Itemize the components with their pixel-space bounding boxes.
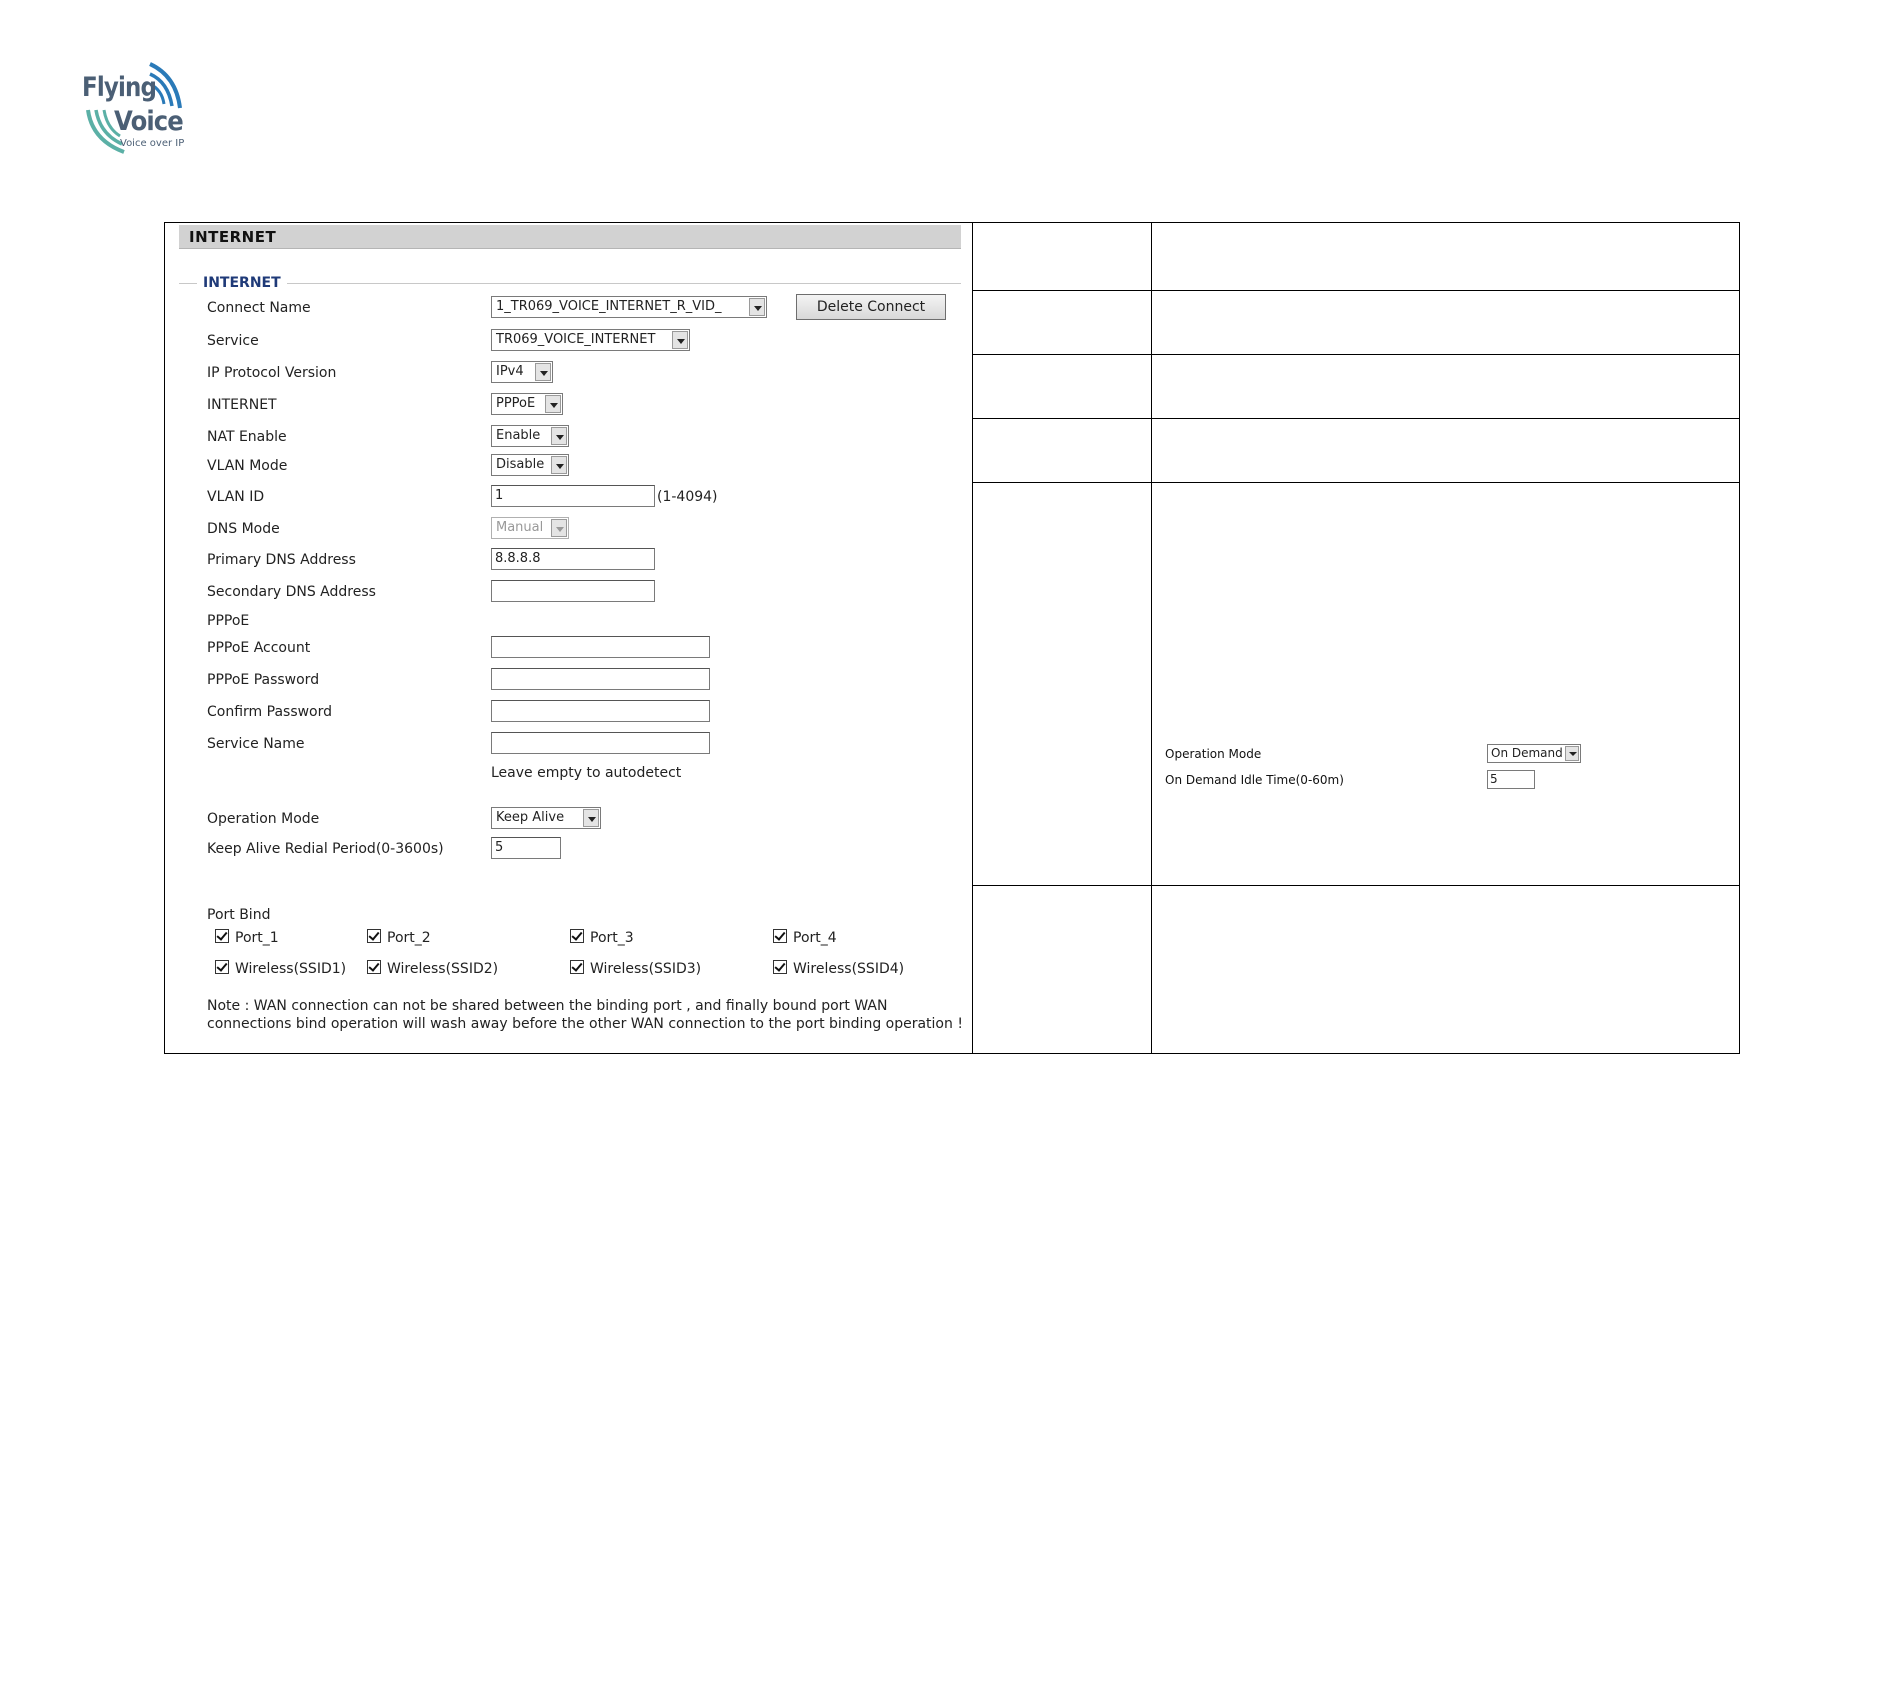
flying-voice-logo	[80, 58, 192, 158]
chevron-down-icon	[551, 456, 567, 474]
service-label: Service	[207, 333, 259, 349]
wireless-ssid2-label: Wireless(SSID2)	[387, 961, 499, 977]
confirm-password-label: Confirm Password	[207, 704, 333, 720]
primary-dns-label: Primary DNS Address	[207, 552, 356, 568]
wireless-ssid3-label: Wireless(SSID3)	[590, 961, 702, 977]
wireless-ssid4-checkbox[interactable]	[773, 960, 787, 974]
ip-protocol-select[interactable]: IPv4	[491, 361, 553, 383]
internet-settings-panel	[179, 225, 961, 1045]
connect-name-label: Connect Name	[207, 300, 311, 316]
nat-enable-label: NAT Enable	[207, 429, 287, 445]
logo-tagline: Voice over IP	[120, 138, 185, 149]
vlan-mode-label: VLAN Mode	[207, 458, 288, 474]
wireless-ssid1-checkbox[interactable]	[215, 960, 229, 974]
table-divider	[972, 418, 1739, 419]
vlan-id-label: VLAN ID	[207, 489, 265, 505]
pppoe-account-label: PPPoE Account	[207, 640, 311, 656]
chevron-down-icon	[551, 519, 567, 537]
chevron-down-icon	[672, 331, 688, 349]
ip-protocol-label: IP Protocol Version	[207, 365, 337, 381]
secondary-dns-input[interactable]	[491, 580, 655, 602]
internet-type-select[interactable]: PPPoE	[491, 393, 563, 415]
table-divider	[972, 223, 973, 1053]
logo-word-voice: Voice	[114, 106, 183, 137]
table-divider	[972, 885, 1739, 886]
nat-enable-select[interactable]: Enable	[491, 425, 569, 447]
on-demand-operation-mode-label: Operation Mode	[1165, 747, 1262, 761]
section-title: INTERNET	[197, 275, 287, 291]
chevron-down-icon	[535, 363, 551, 381]
port-1-label: Port_1	[235, 930, 279, 946]
keep-alive-input[interactable]: 5	[491, 837, 561, 859]
port-bind-label: Port Bind	[207, 907, 271, 923]
wireless-ssid3-checkbox[interactable]	[570, 960, 584, 974]
table-divider	[972, 354, 1739, 355]
port-3-checkbox[interactable]	[570, 929, 584, 943]
connect-name-select[interactable]: 1_TR069_VOICE_INTERNET_R_VID_	[491, 296, 767, 318]
pppoe-heading: PPPoE	[207, 613, 250, 629]
port-1-checkbox[interactable]	[215, 929, 229, 943]
dns-mode-label: DNS Mode	[207, 521, 280, 537]
pppoe-password-label: PPPoE Password	[207, 672, 320, 688]
delete-connect-button[interactable]: Delete Connect	[796, 294, 946, 320]
document-table	[164, 222, 1740, 1054]
pppoe-account-input[interactable]	[491, 636, 710, 658]
port-binding-note: Note : WAN connection can not be shared between the binding port , and finally bound port WAN connections bind operation will wash away before the other WAN connection to the port binding operation !	[207, 998, 963, 1032]
port-4-label: Port_4	[793, 930, 837, 946]
operation-mode-label: Operation Mode	[207, 811, 320, 827]
chevron-down-icon	[1565, 746, 1579, 761]
on-demand-idle-time-label: On Demand Idle Time(0-60m)	[1165, 773, 1344, 787]
service-select[interactable]: TR069_VOICE_INTERNET	[491, 329, 690, 351]
pppoe-password-input[interactable]	[491, 668, 710, 690]
wireless-ssid4-label: Wireless(SSID4)	[793, 961, 905, 977]
port-2-label: Port_2	[387, 930, 431, 946]
dns-mode-select[interactable]: Manual	[491, 517, 569, 539]
service-name-label: Service Name	[207, 736, 305, 752]
chevron-down-icon	[583, 809, 599, 827]
port-3-label: Port_3	[590, 930, 634, 946]
vlan-mode-select[interactable]: Disable	[491, 454, 569, 476]
vlan-id-range-hint: (1-4094)	[657, 489, 718, 505]
chevron-down-icon	[551, 427, 567, 445]
table-divider	[972, 290, 1739, 291]
table-divider	[972, 482, 1739, 483]
service-name-hint: Leave empty to autodetect	[491, 765, 682, 781]
on-demand-idle-time-input[interactable]: 5	[1487, 770, 1535, 789]
wireless-ssid2-checkbox[interactable]	[367, 960, 381, 974]
chevron-down-icon	[545, 395, 561, 413]
confirm-password-input[interactable]	[491, 700, 710, 722]
secondary-dns-label: Secondary DNS Address	[207, 584, 376, 600]
keep-alive-label: Keep Alive Redial Period(0-3600s)	[207, 841, 444, 857]
vlan-id-input[interactable]: 1	[491, 485, 655, 507]
on-demand-operation-mode-select[interactable]: On Demand	[1487, 744, 1581, 763]
section-internet	[179, 275, 961, 291]
primary-dns-input[interactable]: 8.8.8.8	[491, 548, 655, 570]
wireless-ssid1-label: Wireless(SSID1)	[235, 961, 347, 977]
chevron-down-icon	[749, 298, 765, 316]
operation-mode-select[interactable]: Keep Alive	[491, 807, 601, 829]
logo-word-flying: Flying	[82, 72, 157, 103]
service-name-input[interactable]	[491, 732, 710, 754]
panel-header: INTERNET	[179, 225, 961, 249]
internet-label: INTERNET	[207, 397, 277, 413]
port-2-checkbox[interactable]	[367, 929, 381, 943]
table-divider	[1151, 223, 1152, 1053]
port-4-checkbox[interactable]	[773, 929, 787, 943]
